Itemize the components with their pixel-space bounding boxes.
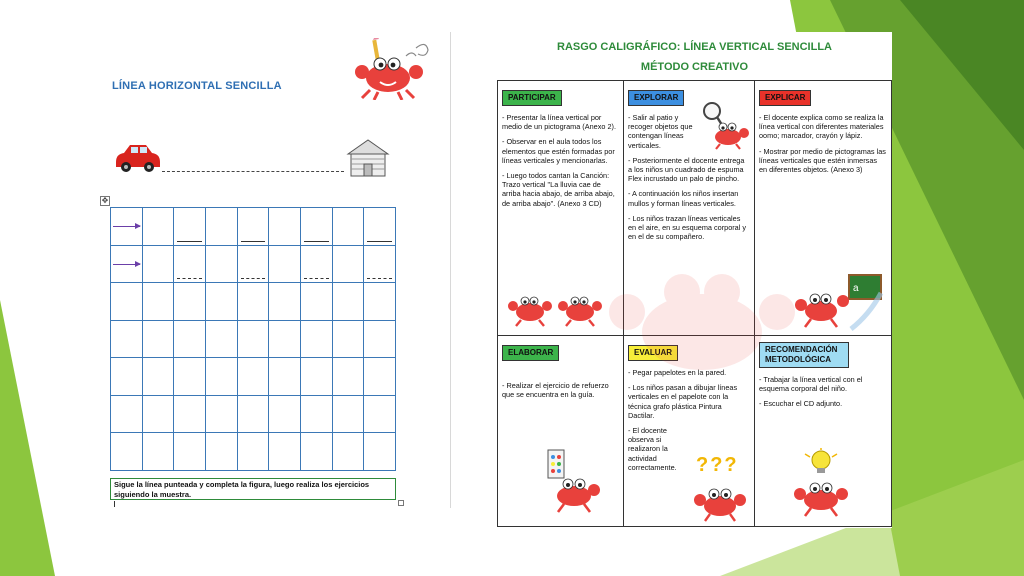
grid-cell [238, 283, 270, 321]
grid-cell [111, 433, 143, 471]
grid-cell [364, 433, 396, 471]
grid-cell [143, 358, 175, 396]
grid-cell [364, 321, 396, 359]
left-worksheet [58, 32, 451, 508]
grid-cell [143, 396, 175, 434]
grid-cell [143, 321, 175, 359]
cell-evaluar [624, 336, 755, 526]
grid-cell [301, 358, 333, 396]
two-crabs-icon [506, 286, 606, 328]
grid-cell [269, 321, 301, 359]
text-cursor [114, 501, 115, 507]
grid-cell [238, 246, 270, 284]
table-resize-handle[interactable] [398, 500, 404, 506]
grid-cell [364, 396, 396, 434]
explorar-text-4: - Los niños trazan líneas verticales en el aire, en su esquema corporal y en el de su compañero. [628, 213, 747, 242]
question-marks-icon: ??? [696, 454, 739, 476]
grid-cell [174, 321, 206, 359]
cell-explicar [755, 81, 891, 336]
grid-cell [269, 246, 301, 284]
grid-cell [301, 396, 333, 434]
grid-cell [301, 283, 333, 321]
explorar-text-3: - A continuación los niños insertan mullos y forman líneas verticales. [628, 189, 739, 208]
dotted-trace-line [162, 171, 344, 172]
grid-cell [301, 208, 333, 246]
grid-cell [206, 396, 238, 434]
header-explorar: EXPLORAR [628, 90, 684, 106]
grid-cell [269, 283, 301, 321]
grid-cell [269, 208, 301, 246]
chalkboard-letter: a [853, 283, 859, 294]
grid-cell [206, 208, 238, 246]
crab-with-magnifier-icon [698, 101, 750, 151]
table-move-handle[interactable]: ✥ [101, 196, 109, 205]
grid-cell [143, 246, 175, 284]
grid-cell [143, 208, 175, 246]
crab-with-pencil-icon [344, 38, 434, 100]
grid-cell [333, 208, 365, 246]
grid-cell [269, 396, 301, 434]
instruction-box: Sigue la línea punteada y completa la figura, luego realiza los ejercicios siguiendo la muestra. [110, 478, 396, 500]
arrow-icon [113, 226, 140, 227]
grid-cell [174, 433, 206, 471]
header-evaluar: EVALUAR [628, 345, 678, 361]
method-table [497, 80, 892, 527]
crab-with-paper-icon [542, 448, 602, 514]
participar-text-3: - Luego todos cantan la Canción: Trazo vertical "La lluvia cae de arriba hacia abajo, de arriba abajo, de arriba abajo". (Anexo 3 CD) [502, 171, 615, 208]
grid-cell [206, 246, 238, 284]
grid-cell [143, 433, 175, 471]
grid-cell [111, 208, 143, 246]
grid-cell [364, 358, 396, 396]
grid-cell [364, 283, 396, 321]
grid-cell [206, 433, 238, 471]
grid-cell [174, 283, 206, 321]
recomendacion-text-1: - Trabajar la línea vertical con el esquema corporal del niño. [759, 375, 863, 394]
grid-cell [238, 358, 270, 396]
grid-cell [301, 433, 333, 471]
right-worksheet [497, 32, 892, 528]
explorar-text-1: - Salir al patio y recoger objetos que contengan líneas verticales. [628, 113, 693, 150]
elaborar-text-1: - Realizar el ejercicio de refuerzo que se encuentra en la guía. [502, 381, 609, 400]
grid-cell [269, 433, 301, 471]
grid-cell [206, 283, 238, 321]
cell-participar [498, 81, 624, 336]
grid-cell [333, 358, 365, 396]
evaluar-text-3: - El docente observa si realizaron la actividad correctamente. [628, 426, 677, 472]
crab-with-lightbulb-icon [791, 448, 851, 520]
grid-cell [174, 358, 206, 396]
grid-cell [206, 321, 238, 359]
grid-cell [364, 208, 396, 246]
grid-cell [111, 321, 143, 359]
explicar-text-2: - Mostrar por medio de pictogramas las líneas verticales que estén inmersas en diferentes objetos. (Anexo 3) [759, 146, 886, 175]
header-recomendacion: RECOMENDACIÓN METODOLÓGICA [759, 342, 849, 368]
arrow-icon [113, 264, 140, 265]
crab-with-chalkboard-icon [791, 271, 887, 333]
explorar-text-2: - Posteriormente el docente entrega a los niños un cuadrado de espuma Flex incrustado un palo de pincho. [628, 155, 745, 184]
explicar-text-1: - El docente explica como se realiza la línea vertical con diferentes materiales oomo; marcador, crayón y lápiz. [759, 113, 884, 141]
tracing-grid [110, 207, 396, 471]
left-worksheet-title: LÍNEA HORIZONTAL SENCILLA [112, 80, 282, 92]
participar-text-2: - Observar en el aula todos los elementos que estén formadas por líneas verticales y mencionarlas. [502, 137, 615, 165]
grid-cell [111, 283, 143, 321]
cell-recomendacion [755, 336, 891, 526]
header-participar: PARTICIPAR [502, 90, 562, 106]
grid-cell [238, 208, 270, 246]
house-icon [344, 138, 392, 178]
right-worksheet-title: RASGO CALIGRÁFICO: LÍNEA VERTICAL SENCILLA [557, 41, 832, 53]
grid-cell [206, 358, 238, 396]
grid-cell [174, 208, 206, 246]
grid-cell [143, 283, 175, 321]
grid-cell [238, 433, 270, 471]
cell-explorar [624, 81, 755, 336]
grid-cell [333, 396, 365, 434]
header-elaborar: ELABORAR [502, 345, 559, 361]
cell-elaborar [498, 336, 624, 526]
grid-cell [111, 246, 143, 284]
right-worksheet-subtitle: MÉTODO CREATIVO [640, 61, 749, 73]
participar-text-1: - Presentar la línea vertical por medio de un pictograma (Anexo 2). [502, 113, 616, 132]
grid-cell [333, 321, 365, 359]
header-explicar: EXPLICAR [759, 90, 811, 106]
recomendacion-text-2: - Escuchar el CD adjunto. [759, 399, 843, 409]
red-car-icon [112, 140, 162, 174]
grid-cell [238, 321, 270, 359]
grid-cell [333, 433, 365, 471]
grid-cell [333, 246, 365, 284]
grid-cell [238, 396, 270, 434]
grid-cell [174, 246, 206, 284]
grid-cell [111, 396, 143, 434]
evaluar-text-2: - Los niños pasan a dibujar líneas verticales en el papelote con la técnica grafo plástica Pintura Dactilar. [628, 383, 738, 420]
grid-cell [301, 246, 333, 284]
grid-cell [111, 358, 143, 396]
grid-cell [364, 246, 396, 284]
grid-cell [174, 396, 206, 434]
grid-cell [269, 358, 301, 396]
evaluar-text-1: - Pegar papelotes en la pared. [628, 368, 727, 377]
grid-cell [301, 321, 333, 359]
grid-cell [333, 283, 365, 321]
confused-crab-icon [692, 478, 748, 522]
